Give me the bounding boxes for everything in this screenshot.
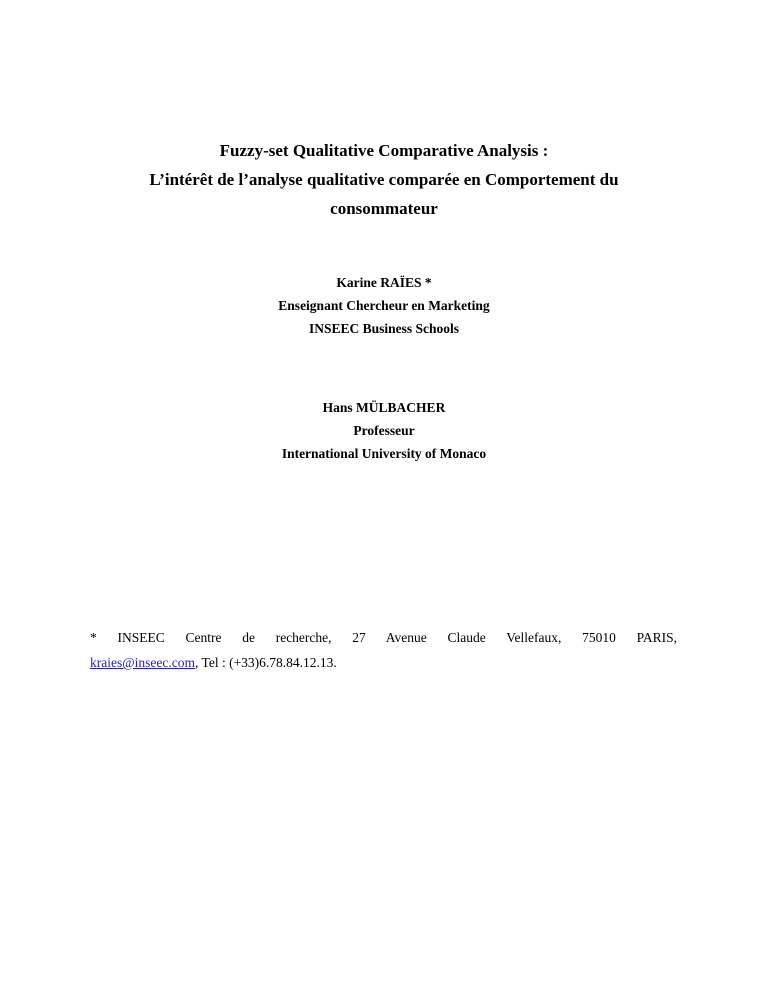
author-1-role: Enseignant Chercheur en Marketing bbox=[278, 298, 490, 313]
footnote-address: * INSEEC Centre de recherche, 27 Avenue Claude Vellefaux, 75010 PARIS, bbox=[90, 630, 677, 645]
footnote-contact bbox=[90, 655, 677, 671]
footnote-phone: , Tel : (+33)6.78.84.12.13. bbox=[195, 655, 337, 670]
title-line-3: consommateur bbox=[330, 199, 438, 218]
author-2-name: Hans MÜLBACHER bbox=[322, 400, 446, 415]
author-1-affiliation: INSEEC Business Schools bbox=[308, 321, 460, 336]
title-line-2: L’intérêt de l’analyse qualitative comparée en Comportement du bbox=[149, 170, 619, 189]
author-1-name: Karine RAÏES * bbox=[336, 275, 432, 290]
author-2-role: Professeur bbox=[353, 423, 415, 438]
author-2-affiliation: International University of Monaco bbox=[281, 446, 487, 461]
email-link[interactable]: kraies@inseec.com bbox=[90, 655, 196, 670]
title-line-1: Fuzzy-set Qualitative Comparative Analysis : bbox=[219, 141, 549, 160]
